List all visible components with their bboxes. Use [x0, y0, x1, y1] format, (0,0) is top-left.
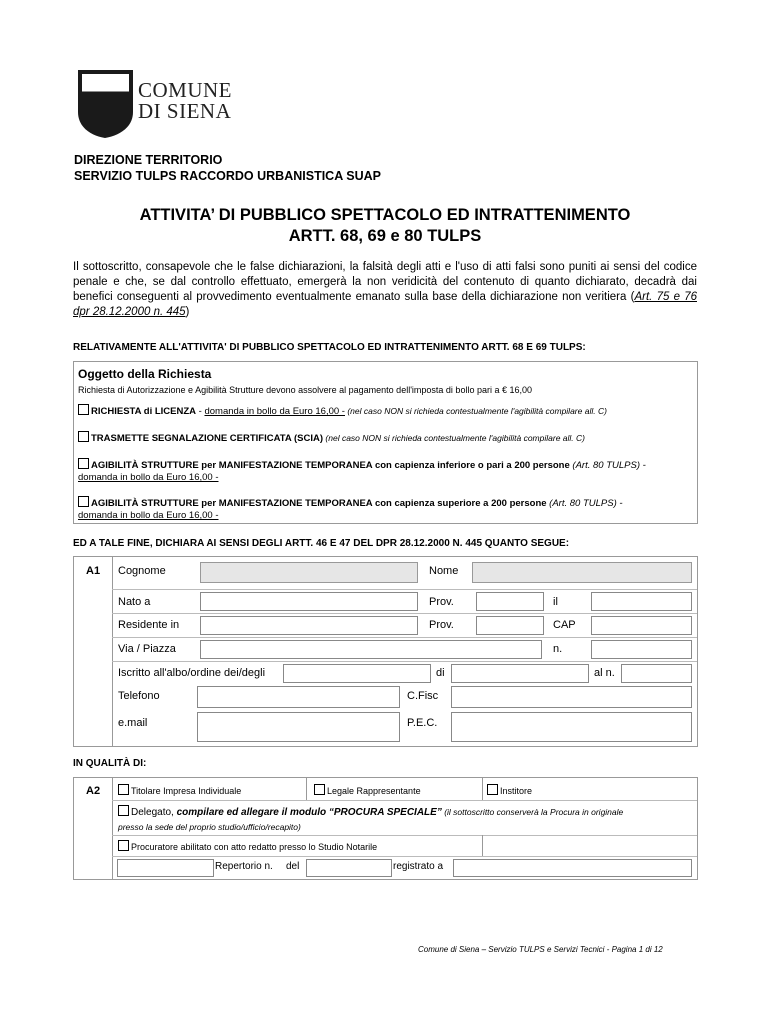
- option-scia[interactable]: [78, 431, 690, 445]
- option-licenza[interactable]: [78, 404, 690, 418]
- column-divider: [112, 557, 113, 746]
- checkbox-institore[interactable]: [487, 784, 498, 795]
- label-di: di: [436, 667, 445, 679]
- checkbox-delegato[interactable]: [118, 805, 129, 816]
- row-divider: [112, 800, 697, 801]
- delegato-label: Delegato,: [131, 807, 174, 818]
- option-agibilita-superiore-bollo: domanda in bollo da Euro 16,00 -: [78, 510, 219, 521]
- input-residente[interactable]: [200, 616, 418, 635]
- label-del: del: [286, 861, 300, 872]
- label-telefono: Telefono: [118, 690, 160, 702]
- section-code-a2: A2: [86, 785, 101, 797]
- logo-line-2: DI SIENA: [138, 99, 232, 123]
- form-title: ATTIVITA’ DI PUBBLICO SPETTACOLO ED INTRATTENIMENTO: [139, 206, 631, 224]
- checkbox-titolare[interactable]: [118, 784, 129, 795]
- input-repertorio-data[interactable]: [306, 859, 392, 877]
- input-via[interactable]: [200, 640, 542, 659]
- department-header: [74, 152, 381, 184]
- label-email: e.mail: [118, 717, 148, 729]
- role-box: [73, 777, 698, 880]
- label-al-n: al n.: [594, 667, 615, 679]
- option-licenza-bollo: domanda in bollo da Euro 16,00 -: [204, 406, 345, 417]
- option-legale[interactable]: [314, 784, 421, 796]
- delegato-note: (il sottoscritto conserverà la Procura in originale: [441, 807, 624, 817]
- row-divider: [112, 613, 697, 614]
- input-email[interactable]: [197, 712, 400, 742]
- intro-paragraph: [73, 260, 697, 320]
- form-subtitle: ARTT. 68, 69 e 80 TULPS: [288, 227, 482, 245]
- label-civico: n.: [553, 643, 563, 655]
- row-divider: [112, 589, 697, 590]
- option-licenza-sep: -: [196, 406, 205, 417]
- input-prov-residenza[interactable]: [476, 616, 544, 635]
- option-procuratore[interactable]: [118, 840, 377, 852]
- cell-divider: [306, 778, 307, 800]
- option-agibilita-inferiore-bollo: domanda in bollo da Euro 16,00 -: [78, 472, 219, 483]
- label-data-nascita: il: [553, 596, 558, 608]
- delegato-instruction: compilare ed allegare il modulo “PROCURA SPECIALE”: [176, 807, 442, 818]
- input-registrato-a[interactable]: [453, 859, 692, 877]
- input-cognome[interactable]: [200, 562, 418, 583]
- intro-reference: Art. 75 e 76 dpr 28.12.2000 n. 445: [73, 291, 697, 318]
- option-titolare[interactable]: [118, 784, 241, 796]
- page-footer: Comune di Siena – Servizio TULPS e Servizi Tecnici - Pagina 1 di 12: [418, 945, 663, 954]
- option-institore[interactable]: [487, 784, 532, 796]
- checkbox-agibilita-superiore[interactable]: [78, 496, 89, 507]
- option-agibilita-inferiore-label: AGIBILITÀ STRUTTURE per MANIFESTAZIONE TEMPORANEA con capienza inferiore o pari a 200 persone: [91, 460, 570, 471]
- row-divider: [112, 835, 697, 836]
- logo-text: [138, 80, 232, 122]
- checkbox-licenza[interactable]: [78, 404, 89, 415]
- logo-line-1: COMUNE: [138, 78, 233, 102]
- checkbox-agibilita-inferiore[interactable]: [78, 458, 89, 469]
- input-civico[interactable]: [591, 640, 692, 659]
- row-divider: [112, 661, 697, 662]
- input-nome[interactable]: [472, 562, 692, 583]
- label-repertorio: Repertorio n.: [215, 861, 273, 872]
- dept-line-2: SERVIZIO TULPS RACCORDO URBANISTICA SUAP: [74, 169, 381, 183]
- input-studio-notarile[interactable]: [117, 859, 214, 877]
- section-heading-activity: RELATIVAMENTE ALL'ATTIVITA' DI PUBBLICO SPETTACOLO ED INTRATTENIMENTO ARTT. 68 E 69 TULPS:: [73, 342, 586, 353]
- input-prov-nascita[interactable]: [476, 592, 544, 611]
- checkbox-scia[interactable]: [78, 431, 89, 442]
- request-object-note: Richiesta di Autorizzazione e Agibilità Strutture devono assolvere al pagamento dell'imposta di bollo pari a € 16,00: [78, 385, 532, 395]
- option-agibilita-superiore-label: AGIBILITÀ STRUTTURE per MANIFESTAZIONE TEMPORANEA con capienza superiore a 200 persone: [91, 498, 547, 509]
- checkbox-legale[interactable]: [314, 784, 325, 795]
- request-object-box: [73, 361, 698, 524]
- option-scia-note: (nel caso NON si richieda contestualmente l'agibilità compilare all. C): [323, 433, 585, 443]
- option-scia-label: TRASMETTE SEGNALAZIONE CERTIFICATA (SCIA): [91, 433, 324, 444]
- input-codice-fiscale[interactable]: [451, 686, 692, 708]
- label-prov-residenza: Prov.: [429, 619, 454, 631]
- cell-divider: [482, 778, 483, 800]
- column-divider: [112, 778, 113, 879]
- label-prov-nascita: Prov.: [429, 596, 454, 608]
- row-divider: [112, 637, 697, 638]
- cell-divider: [482, 835, 483, 856]
- section-heading-qualita: IN QUALITÀ DI:: [73, 758, 147, 769]
- row-divider: [112, 856, 697, 857]
- option-agibilita-inferiore-note: (Art. 80 TULPS) -: [569, 460, 646, 471]
- input-cap[interactable]: [591, 616, 692, 635]
- input-albo[interactable]: [283, 664, 431, 683]
- institore-label: Institore: [500, 786, 533, 796]
- input-albo-di[interactable]: [451, 664, 589, 683]
- option-agibilita-inferiore[interactable]: [78, 458, 690, 484]
- option-delegato[interactable]: [118, 805, 693, 835]
- option-licenza-note: (nel caso NON si richieda contestualmente l'agibilità compilare all. C): [344, 406, 607, 416]
- option-agibilita-superiore[interactable]: [78, 496, 690, 522]
- delegato-note-2: presso la sede del proprio studio/ufficio/recapito): [118, 822, 301, 832]
- request-object-title: Oggetto della Richiesta: [78, 367, 212, 381]
- input-telefono[interactable]: [197, 686, 400, 708]
- input-data-nascita[interactable]: [591, 592, 692, 611]
- label-via: Via / Piazza: [118, 643, 176, 655]
- input-albo-numero[interactable]: [621, 664, 692, 683]
- intro-text: Il sottoscritto, consapevole che le false dichiarazioni, la falsità degli atti e l'uso di atti falsi sono puniti ai sensi del codice penale e che, se dal controllo effettuato, emergerà la non veridicità del contenuto di quanto dichiarato, decadrà dai benefici conseguenti al provvedimento eventualmente emanato sulla base della dichiarazione non veritiera (: [73, 261, 697, 303]
- personal-data-box: [73, 556, 698, 747]
- label-registrato: registrato a: [393, 861, 444, 872]
- option-agibilita-superiore-note: (Art. 80 TULPS) -: [546, 498, 623, 509]
- option-licenza-label: RICHIESTA di LICENZA: [91, 406, 197, 417]
- titolare-label: Titolare Impresa Individuale: [131, 786, 242, 796]
- section-heading-declaration: ED A TALE FINE, DICHIARA AI SENSI DEGLI ARTT. 46 E 47 DEL DPR 28.12.2000 N. 445 QUANTO SEGUE:: [73, 538, 570, 549]
- checkbox-procuratore[interactable]: [118, 840, 129, 851]
- label-cfisc: C.Fisc: [407, 690, 439, 702]
- label-iscritto-albo: Iscritto all'albo/ordine dei/degli: [118, 667, 266, 679]
- dept-line-1: DIREZIONE TERRITORIO: [74, 153, 223, 167]
- label-residente: Residente in: [118, 619, 180, 631]
- label-nato-a: Nato a: [118, 596, 151, 608]
- intro-close: ): [185, 306, 190, 318]
- section-code-a1: A1: [86, 565, 101, 577]
- legale-label: Legale Rappresentante: [327, 786, 421, 796]
- procuratore-label: Procuratore abilitato con atto redatto presso lo Studio Notarile: [131, 842, 378, 852]
- input-pec[interactable]: [451, 712, 692, 742]
- input-nato-a[interactable]: [200, 592, 418, 611]
- label-cognome: Cognome: [118, 565, 166, 577]
- label-pec: P.E.C.: [407, 717, 438, 729]
- label-cap: CAP: [553, 619, 576, 631]
- label-nome: Nome: [429, 565, 459, 577]
